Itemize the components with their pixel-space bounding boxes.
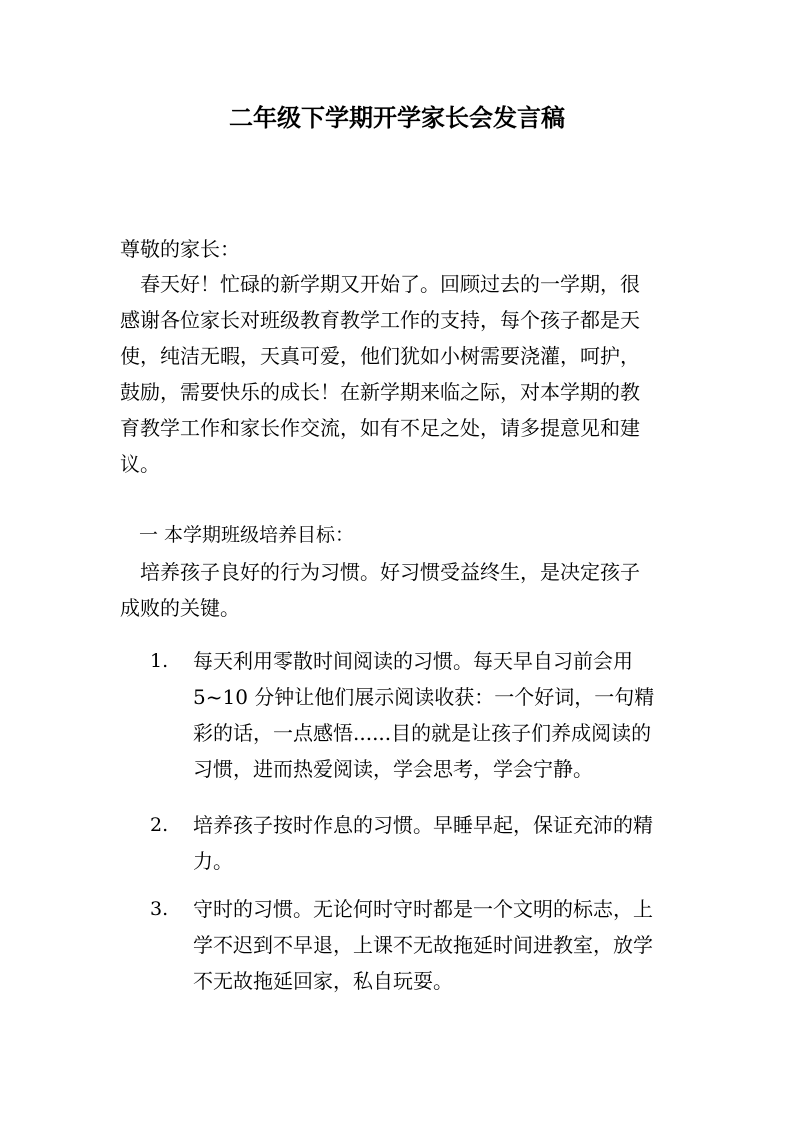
goal-paragraph — [120, 554, 676, 626]
intro-line: 鼓励，需要快乐的成长！在新学期来临之际，对本学期的教 — [120, 380, 640, 404]
list-item — [193, 807, 677, 879]
list-item-number: 3. — [150, 898, 169, 920]
goal-line: 培养孩子良好的行为习惯。好习惯受益终生，是决定孩子 — [120, 560, 640, 584]
section-heading: 一 本学期班级培养目标： — [120, 524, 355, 546]
list-item-line: 守时的习惯。无论何时守时都是一个文明的标志，上 — [193, 897, 653, 921]
intro-line: 春天好！忙碌的新学期又开始了。回顾过去的一学期，很 — [120, 272, 640, 296]
list-item-line: 5~10 分钟让他们展示阅读收获：一个好词，一句精 — [193, 685, 655, 709]
list-item-number: 2. — [150, 814, 169, 836]
list-item — [193, 643, 677, 787]
list-item-line: 不无故拖延回家，私自玩耍。 — [193, 969, 453, 993]
list-item — [193, 891, 677, 999]
list-item-line: 力。 — [193, 849, 233, 873]
intro-line: 议。 — [120, 452, 160, 476]
list-item-line: 培养孩子按时作息的习惯。早睡早起，保证充沛的精 — [193, 813, 653, 837]
salutation: 尊敬的家长： — [120, 237, 240, 261]
intro-line: 育教学工作和家长作交流，如有不足之处，请多提意见和建 — [120, 416, 640, 440]
list-item-line: 彩的话，一点感悟......目的就是让孩子们养成阅读的 — [193, 721, 652, 745]
intro-line: 使，纯洁无暇，天真可爱，他们犹如小树需要浇灌，呵护， — [120, 344, 640, 368]
intro-paragraph — [120, 266, 676, 482]
list-item-line: 学不迟到不早退，上课不无故拖延时间进教室，放学 — [193, 933, 653, 957]
goal-line: 成败的关键。 — [120, 596, 240, 620]
list-item-number: 1. — [150, 650, 169, 672]
list-item-line: 每天利用零散时间阅读的习惯。每天早自习前会用 — [193, 649, 633, 673]
intro-line: 感谢各位家长对班级教育教学工作的支持，每个孩子都是天 — [120, 308, 640, 332]
document-title: 二年级下学期开学家长会发言稿 — [229, 103, 565, 132]
list-item-line: 习惯，进而热爱阅读，学会思考，学会宁静。 — [193, 757, 593, 781]
